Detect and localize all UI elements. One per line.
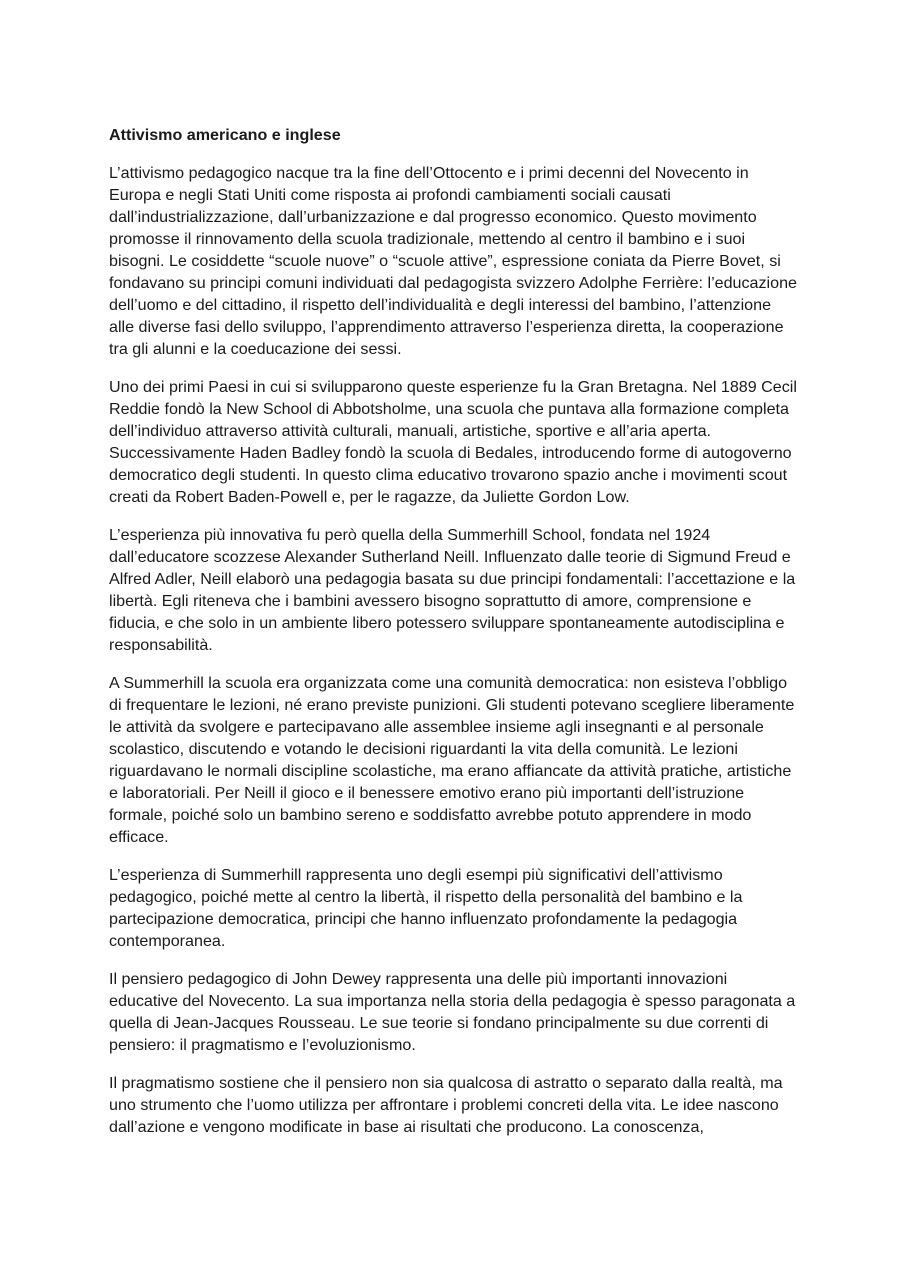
document-page [109,124,799,1154]
paragraph-1: L’attivismo pedagogico nacque tra la fine dell’Ottocento e i primi decenni del Novecento in Europa e negli Stati Uniti come risposta ai profondi cambiamenti sociali causati dall’industrializzazione, dall’urbanizzazione e dal progresso economico. Questo movimento promosse il rinnovamento della scuola tradizionale, mettendo al centro il bambino e i suoi bisogni. Le cosiddette “scuole nuove” o “scuole attive”, espressione coniata da Pierre Bovet, si fondavano su principi comuni individuati dal pedagogista svizzero Adolphe Ferrière: l’educazione dell’uomo e del cittadino, il rispetto dell’individualità e degli interessi del bambino, l’attenzione alle diverse fasi dello sviluppo, l’apprendimento attraverso l’esperienza diretta, la cooperazione tra gli alunni e la coeducazione dei sessi. [109,164,797,358]
paragraph-7: Il pragmatismo sostiene che il pensiero non sia qualcosa di astratto o separato dalla realtà, ma uno strumento che l’uomo utilizza per affrontare i problemi concreti della vita. Le idee nascono dall’azione e vengono modificate in base ai risultati che producono. La conoscenza, [109,1074,783,1136]
paragraph-2: Uno dei primi Paesi in cui si svilupparono queste esperienze fu la Gran Bretagna. Nel 1889 Cecil Reddie fondò la New School di Abbotsholme, una scuola che puntava alla formazione completa dell’individuo attraverso attività culturali, manuali, artistiche, sportive e all’aria aperta. Successivamente Haden Badley fondò la scuola di Bedales, introducendo forme di autogoverno democratico degli studenti. In questo clima educativo trovarono spazio anche i movimenti scout creati da Robert Baden-Powell e, per le ragazze, da Juliette Gordon Low. [109,378,797,506]
document-title: Attivismo americano e inglese [109,126,341,144]
paragraph-4: A Summerhill la scuola era organizzata come una comunità democratica: non esisteva l’obbligo di frequentare le lezioni, né erano previste punizioni. Gli studenti potevano scegliere liberamente le attività da svolgere e partecipavano alle assemblee insieme agli insegnanti e al personale scolastico, discutendo e votando le decisioni riguardanti la vita della comunità. Le lezioni riguardavano le normali discipline scolastiche, ma erano affiancate da attività pratiche, artistiche e laboratoriali. Per Neill il gioco e il benessere emotivo erano più importanti dell’istruzione formale, poiché solo un bambino sereno e soddisfatto avrebbe potuto apprendere in modo efficace. [109,674,795,846]
paragraph-6: Il pensiero pedagogico di John Dewey rappresenta una delle più importanti innovazioni educative del Novecento. La sua importanza nella storia della pedagogia è spesso paragonata a quella di Jean-Jacques Rousseau. Le sue teorie si fondano principalmente su due correnti di pensiero: il pragmatismo e l’evoluzionismo. [109,970,796,1054]
paragraph-5: L’esperienza di Summerhill rappresenta uno degli esempi più significativi dell’attivismo pedagogico, poiché mette al centro la libertà, il rispetto della personalità del bambino e la partecipazione democratica, principi che hanno influenzato profondamente la pedagogia contemporanea. [109,866,743,950]
paragraph-3: L’esperienza più innovativa fu però quella della Summerhill School, fondata nel 1924 dall’educatore scozzese Alexander Sutherland Neill. Influenzato dalle teorie di Sigmund Freud e Alfred Adler, Neill elaborò una pedagogia basata su due principi fondamentali: l’accettazione e la libertà. Egli riteneva che i bambini avessero bisogno soprattutto di amore, comprensione e fiducia, e che solo in un ambiente libero potessero sviluppare spontaneamente autodisciplina e responsabilità. [109,526,796,654]
